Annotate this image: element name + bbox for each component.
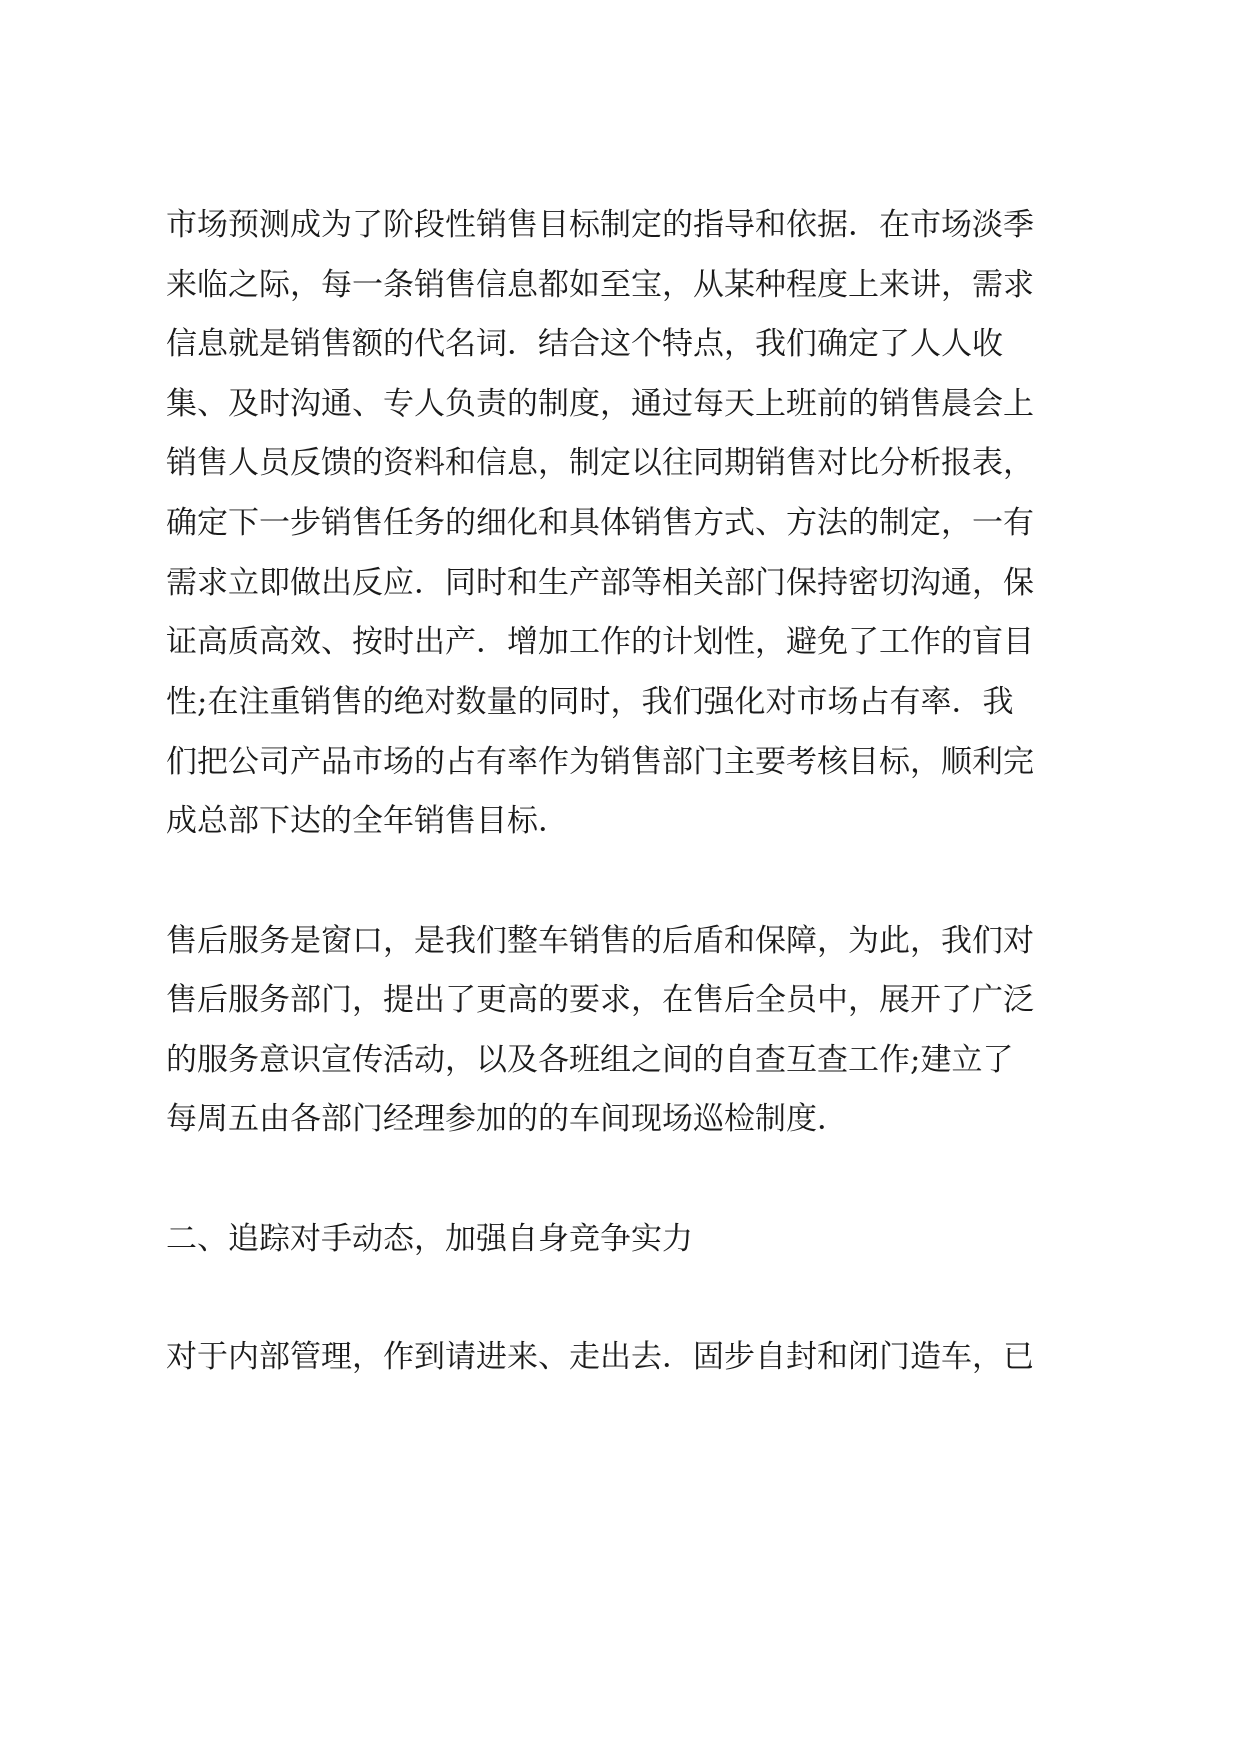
text-line: 确定下一步销售任务的细化和具体销售方式、方法的制定，一有: [166, 505, 1034, 541]
text-line: 集、及时沟通、专人负责的制度，通过每天上班前的销售晨会上: [166, 386, 1034, 422]
text-line: 售后服务部门，提出了更高的要求，在售后全员中，展开了广泛: [166, 982, 1034, 1018]
text-line: 的服务意识宣传活动，以及各班组之间的自查互查工作;建立了: [166, 1042, 1014, 1078]
text-line: 证高质高效、按时出产．增加工作的计划性，避免了工作的盲目: [166, 624, 1034, 660]
text-line: 每周五由各部门经理参加的的车间现场巡检制度．: [166, 1101, 848, 1137]
text-line: 市场预测成为了阶段性销售目标制定的指导和依据．在市场淡季: [166, 207, 1034, 243]
text-line: 对于内部管理，作到请进来、走出去．固步自封和闭门造车，已: [166, 1339, 1034, 1375]
text-line: 们把公司产品市场的占有率作为销售部门主要考核目标，顺利完: [166, 744, 1034, 780]
section-heading: 二、追踪对手动态，加强自身竞争实力: [166, 1221, 693, 1257]
text-line: 销售人员反馈的资料和信息，制定以往同期销售对比分析报表，: [166, 445, 1034, 481]
text-line: 性;在注重销售的绝对数量的同时，我们强化对市场占有率．我: [166, 684, 1014, 720]
text-line: 售后服务是窗口，是我们整车销售的后盾和保障，为此，我们对: [166, 923, 1034, 959]
text-line: 来临之际，每一条销售信息都如至宝，从某种程度上来讲，需求: [166, 267, 1034, 303]
text-line: 信息就是销售额的代名词．结合这个特点，我们确定了人人收: [166, 326, 1003, 362]
text-line: 成总部下达的全年销售目标．: [166, 803, 569, 839]
text-line: 需求立即做出反应．同时和生产部等相关部门保持密切沟通，保: [166, 565, 1034, 601]
